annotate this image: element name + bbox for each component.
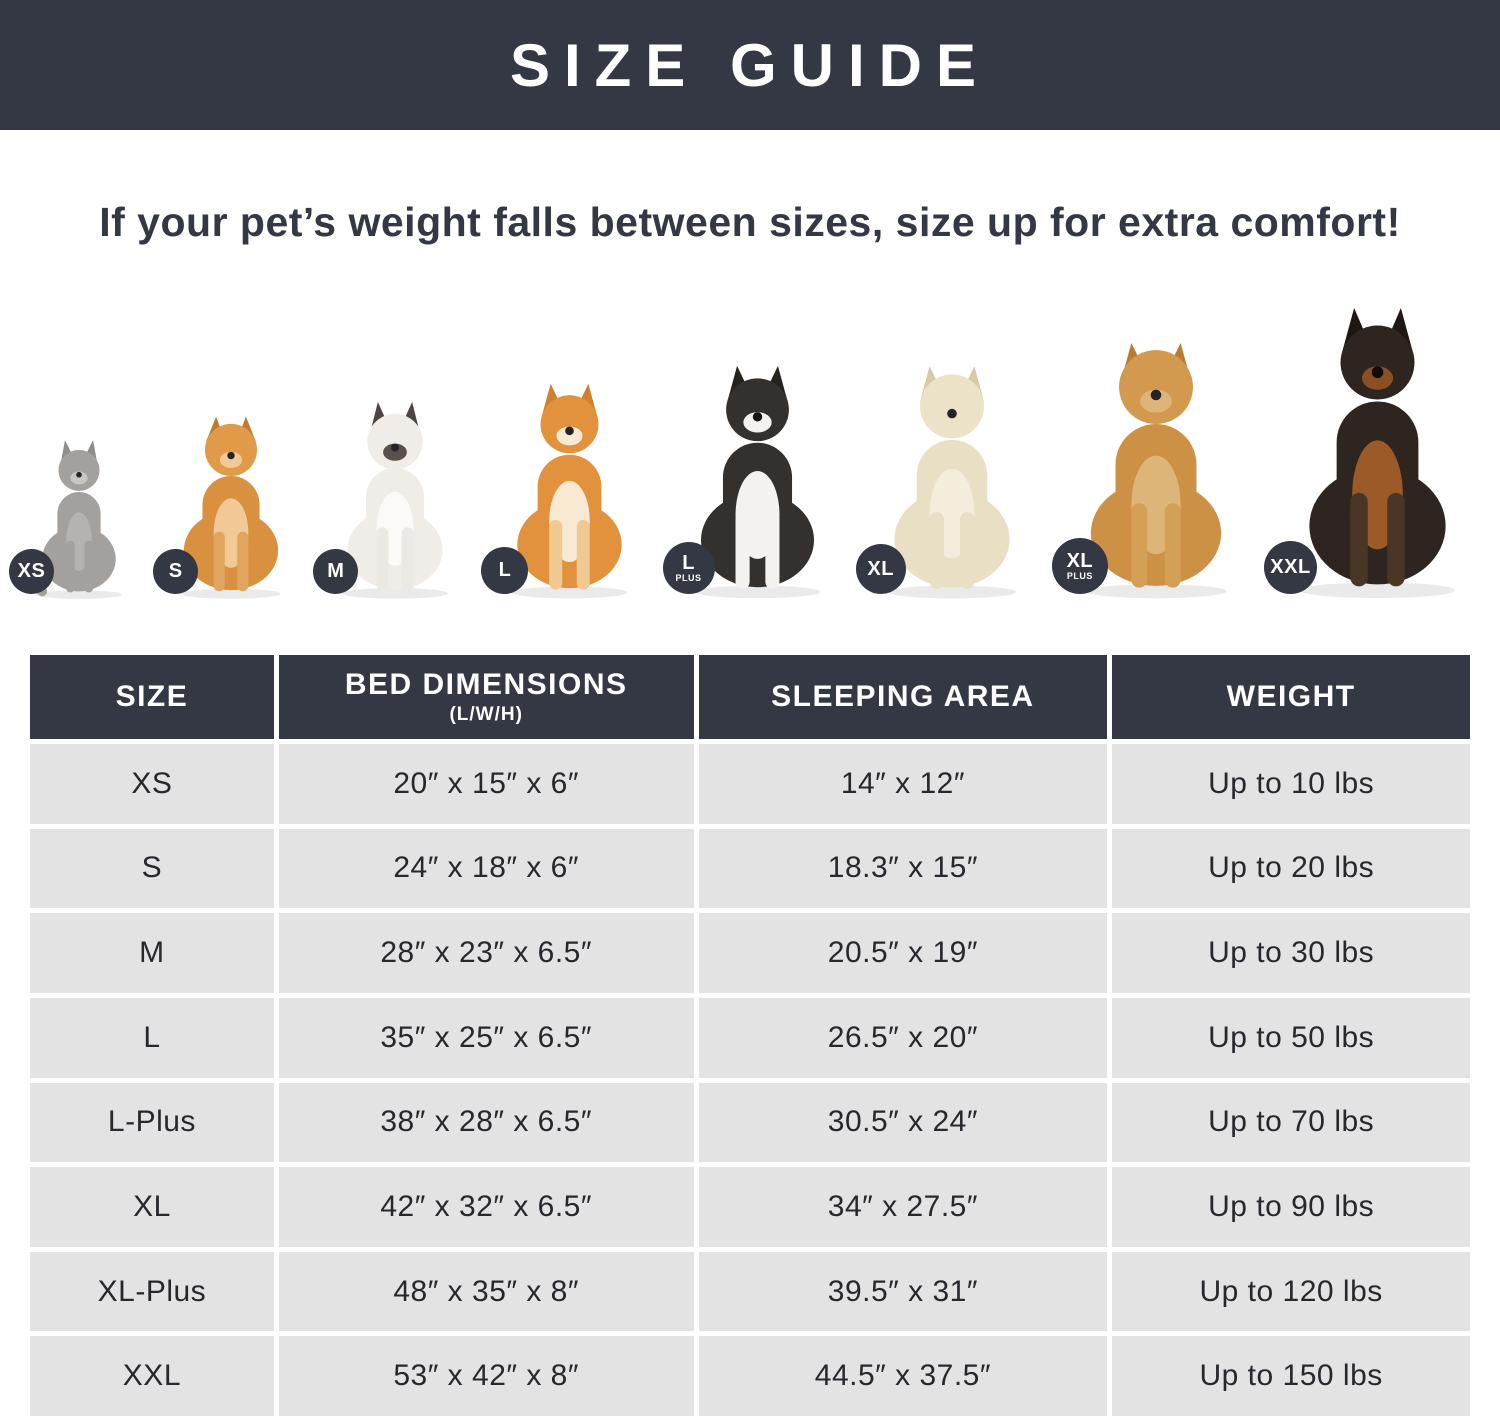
cell-size: XS: [30, 744, 274, 824]
cell-size: L-Plus: [30, 1083, 274, 1163]
cell-bed: 28″ x 23″ x 6.5″: [279, 913, 694, 993]
cell-size: XL-Plus: [30, 1252, 274, 1332]
banner: [0, 0, 1500, 130]
cell-weight: Up to 10 lbs: [1112, 744, 1470, 824]
cell-bed: 35″ x 25″ x 6.5″: [279, 998, 694, 1078]
size-badge-xxl: XXL: [1264, 541, 1317, 594]
pet-french-bulldog: [329, 402, 461, 600]
cell-bed: 48″ x 35″ x 8″: [279, 1252, 694, 1332]
column-header-weight: WEIGHT: [1112, 655, 1470, 739]
pet-doberman: [1270, 308, 1475, 600]
cell-weight: Up to 50 lbs: [1112, 998, 1470, 1078]
pet-labrador: [867, 360, 1032, 600]
cell-sleep: 39.5″ x 31″: [699, 1252, 1108, 1332]
column-header-bed-dimensions: BED DIMENSIONS (L/W/H): [279, 655, 694, 739]
cell-sleep: 26.5″ x 20″: [699, 998, 1108, 1078]
size-badge-xl: XL: [856, 544, 906, 594]
cell-weight: Up to 90 lbs: [1112, 1167, 1470, 1247]
cell-sleep: 20.5″ x 19″: [699, 913, 1108, 993]
size-badge-s: S: [153, 549, 198, 594]
size-badge-l-plus: L PLUS: [663, 542, 715, 594]
column-header-sleeping-area: SLEEPING AREA: [699, 655, 1108, 739]
size-badge-xl-plus: XL PLUS: [1052, 538, 1108, 594]
cell-sleep: 44.5″ x 37.5″: [699, 1336, 1108, 1416]
size-table: [30, 655, 1470, 1416]
cell-sleep: 18.3″ x 15″: [699, 829, 1108, 909]
cell-sleep: 14″ x 12″: [699, 744, 1108, 824]
cell-sleep: 34″ x 27.5″: [699, 1167, 1108, 1247]
size-badge-xs: XS: [9, 549, 54, 594]
pet-gray-cat: [17, 438, 133, 600]
pet-border-collie: [675, 364, 836, 600]
column-header-size: SIZE: [30, 655, 274, 739]
cell-bed: 42″ x 32″ x 6.5″: [279, 1167, 694, 1247]
cell-weight: Up to 150 lbs: [1112, 1336, 1470, 1416]
size-badge-m: M: [313, 549, 358, 594]
cell-weight: Up to 30 lbs: [1112, 913, 1470, 993]
cell-bed: 20″ x 15″ x 6″: [279, 744, 694, 824]
cell-weight: Up to 120 lbs: [1112, 1252, 1470, 1332]
cell-size: M: [30, 913, 274, 993]
cell-bed: 38″ x 28″ x 6.5″: [279, 1083, 694, 1163]
cell-weight: Up to 70 lbs: [1112, 1083, 1470, 1163]
cell-size: XL: [30, 1167, 274, 1247]
cell-bed: 24″ x 18″ x 6″: [279, 829, 694, 909]
pet-pomeranian: [169, 414, 293, 600]
cell-size: L: [30, 998, 274, 1078]
cell-weight: Up to 20 lbs: [1112, 829, 1470, 909]
cell-bed: 53″ x 42″ x 8″: [279, 1336, 694, 1416]
pet-golden-retriever: [1068, 336, 1244, 600]
subtitle-text: If your pet’s weight falls between sizes, size up for extra comfort!: [99, 199, 1401, 245]
size-badge-l: L: [481, 547, 528, 594]
cell-sleep: 30.5″ x 24″: [699, 1083, 1108, 1163]
column-header-bed-dimensions-sub: (L/W/H): [449, 704, 523, 725]
cell-size: S: [30, 829, 274, 909]
pet-shiba-inu: [497, 382, 642, 600]
page-title: SIZE GUIDE: [509, 31, 991, 99]
cell-size: XXL: [30, 1336, 274, 1416]
pet-size-row: [17, 288, 1475, 600]
